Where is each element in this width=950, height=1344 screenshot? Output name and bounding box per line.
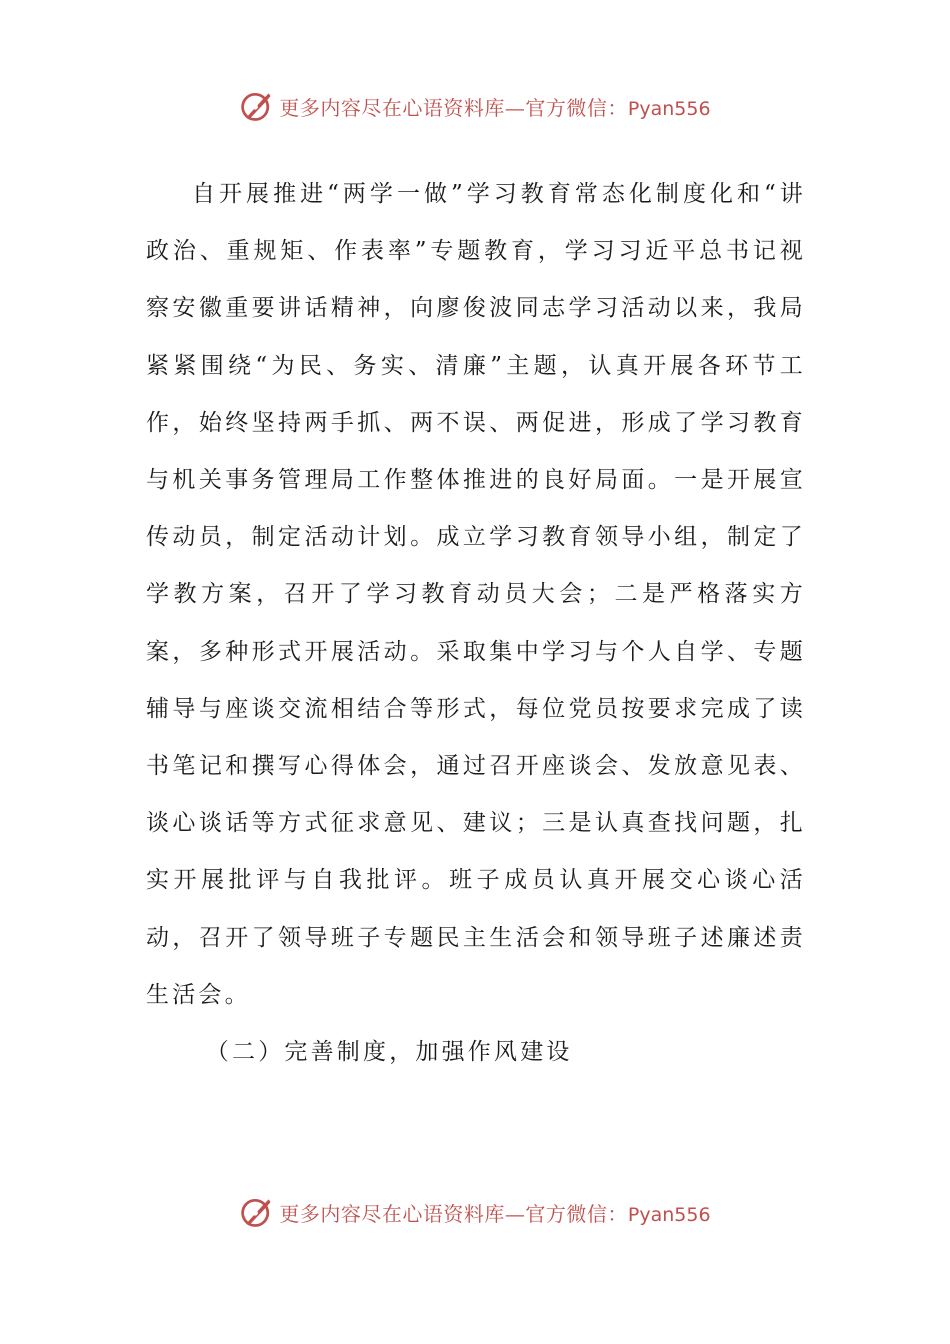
pen-nib-logo-icon bbox=[239, 1194, 275, 1230]
banner-label: 更多内容尽在心语资料库—官方微信： bbox=[279, 1201, 628, 1226]
body-paragraph: 自开展推进“两学一做”学习教育常态化制度化和“讲政治、重规矩、作表率”专题教育，学习习近平总书记视察安徽重要讲话精神，向廖俊波同志学习活动以来，我局紧紧围绕“为民、务实、清廉”主题，认真开展各环节工作，始终坚持两手抓、两不误、两促进，形成了学习教育与机关事务管理局工作整体推进的良好局面。一是开展宣传动员，制定活动计划。成立学习教育领导小组，制定了学教方案，召开了学习教育动员大会；二是严格落实方案，多种形式开展活动。采取集中学习与个人自学、专题辅导与座谈交流相结合等形式，每位党员按要求完成了读书笔记和撰写心得体会，通过召开座谈会、发放意见表、谈心谈话等方式征求意见、建议；三是认真查找问题，扎实开展批评与自我批评。班子成员认真开展交心谈心活动，召开了领导班子专题民主生活会和领导班子述廉述责生活会。 bbox=[146, 181, 806, 1008]
footer-banner bbox=[0, 1192, 950, 1232]
section-heading: （二）完善制度，加强作风建设 bbox=[205, 1039, 573, 1066]
banner-text bbox=[279, 92, 710, 121]
banner-account: Pyan556 bbox=[627, 97, 711, 120]
pen-nib-logo-icon bbox=[239, 88, 275, 124]
banner-account: Pyan556 bbox=[627, 1203, 711, 1226]
header-banner bbox=[0, 86, 950, 126]
banner-label: 更多内容尽在心语资料库—官方微信： bbox=[279, 95, 628, 120]
document-body bbox=[146, 166, 806, 1081]
banner-text bbox=[279, 1198, 710, 1227]
